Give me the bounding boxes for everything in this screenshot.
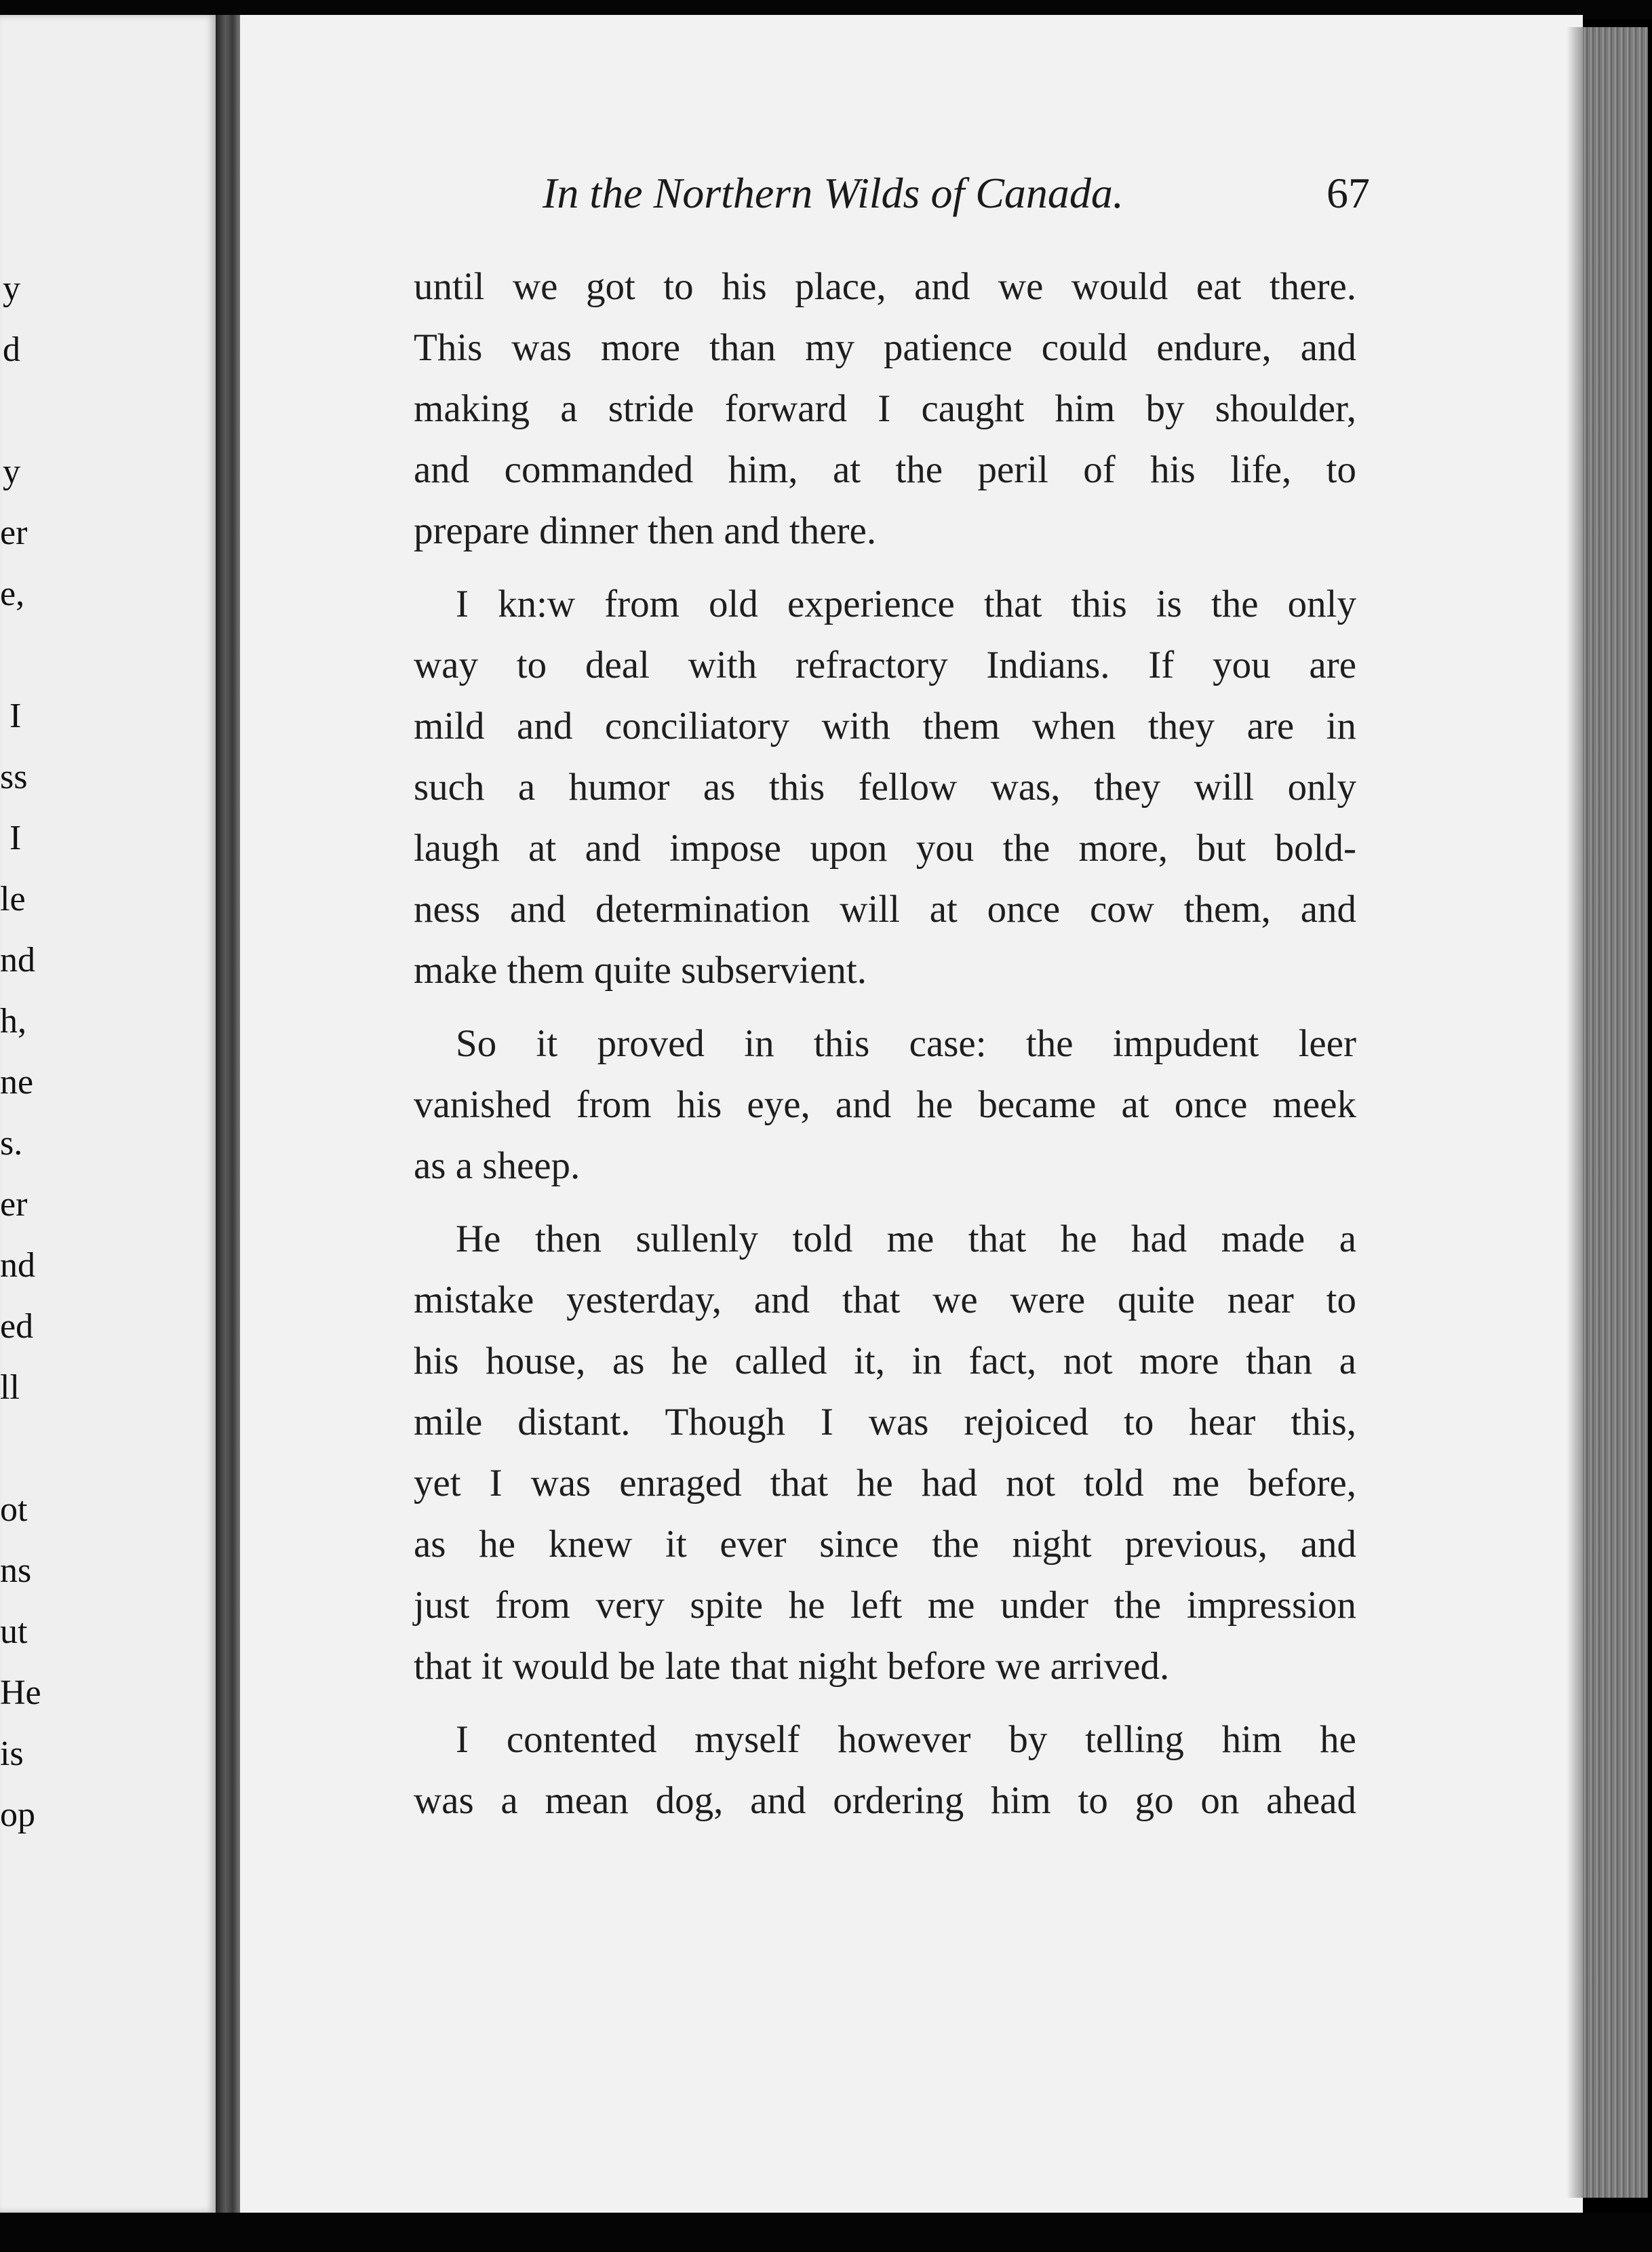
text-line: mild and conciliatory with them when they are in [414,705,1356,748]
left-page-fragment: y [3,269,20,308]
text-line: that it would be late that night before we arrived. [414,1645,1170,1688]
book-gutter [216,15,240,2213]
text-line: mile distant. Though I was rejoiced to hear this, [414,1401,1356,1443]
text-line: such a humor as this fellow was, they will only [414,766,1356,809]
text-line: vanished from his eye, and he became at once meek [414,1083,1356,1126]
left-page-fragment: e, [0,575,25,613]
text-line: make them quite subservient. [414,949,867,992]
text-line: prepare dinner then and there. [414,509,877,552]
text-line: I kn:w from old experience that this is the only [456,583,1356,625]
page-number: 67 [1326,169,1370,217]
text-line: laugh at and impose upon you the more, but bold- [414,827,1356,870]
text-line: yet I was enraged that he had not told me before, [414,1462,1356,1504]
left-page-fragment: y [3,452,20,491]
text-line: just from very spite he left me under the impression [414,1584,1356,1627]
running-head-title: In the Northern Wilds of Canada. [543,169,1124,217]
left-page-fragment: I [9,819,22,857]
left-page-fragment: er [0,1185,28,1224]
left-page-fragment: He [0,1673,41,1712]
paragraph [414,574,1356,1001]
running-head [543,163,1370,224]
paragraph [414,256,1356,562]
page-block-edge [1583,27,1648,2198]
text-line: as he knew it ever since the night previous, and [414,1523,1356,1566]
left-page-fragment: ut [0,1612,28,1651]
text-line: way to deal with refractory Indians. If you are [414,644,1356,686]
paragraph [414,1709,1356,1831]
scan-bottom-border [0,2213,1652,2252]
left-page-fragment: op [0,1795,35,1834]
left-page-fragment: h, [0,1002,26,1041]
text-line: his house, as he called it, in fact, not more than a [414,1340,1356,1382]
text-line: So it proved in this case: the impudent leer [456,1022,1356,1065]
text-line: and commanded him, at the peril of his life, to [414,448,1356,491]
left-page-fragment: I [9,697,22,735]
text-line: making a stride forward I caught him by shoulder, [414,387,1356,430]
left-page-fragment: nd [0,941,35,979]
left-page-fragment: is [0,1734,24,1773]
text-line: ness and determination will at once cow them, and [414,888,1356,931]
text-line: until we got to his place, and we would eat there. [414,265,1356,308]
paragraph [414,1013,1356,1197]
left-page-fragment: er [0,513,28,552]
paragraph [414,1209,1356,1697]
left-page-fragment: ot [0,1490,28,1529]
left-page-fragment: ss [0,758,28,796]
left-page-fragment: le [0,880,26,918]
text-line: He then sullenly told me that he had made a [456,1218,1356,1260]
left-page-fragment: ne [0,1063,34,1102]
left-page-fragment: s. [0,1124,23,1163]
text-line: was a mean dog, and ordering him to go on ahead [414,1779,1356,1822]
text-line: mistake yesterday, and that we were quite near to [414,1279,1356,1321]
left-page-fragment: d [3,330,20,369]
left-page-fragment: ll [0,1368,20,1407]
left-page-fragment: ed [0,1307,34,1346]
text-line: as a sheep. [414,1144,581,1187]
left-page [0,15,216,2213]
body-text [414,256,1356,1831]
text-line: I contented myself however by telling him he [456,1718,1356,1761]
left-page-fragment: nd [0,1246,35,1285]
left-page-fragment: ns [0,1551,32,1590]
text-line: This was more than my patience could endure, and [414,326,1356,369]
